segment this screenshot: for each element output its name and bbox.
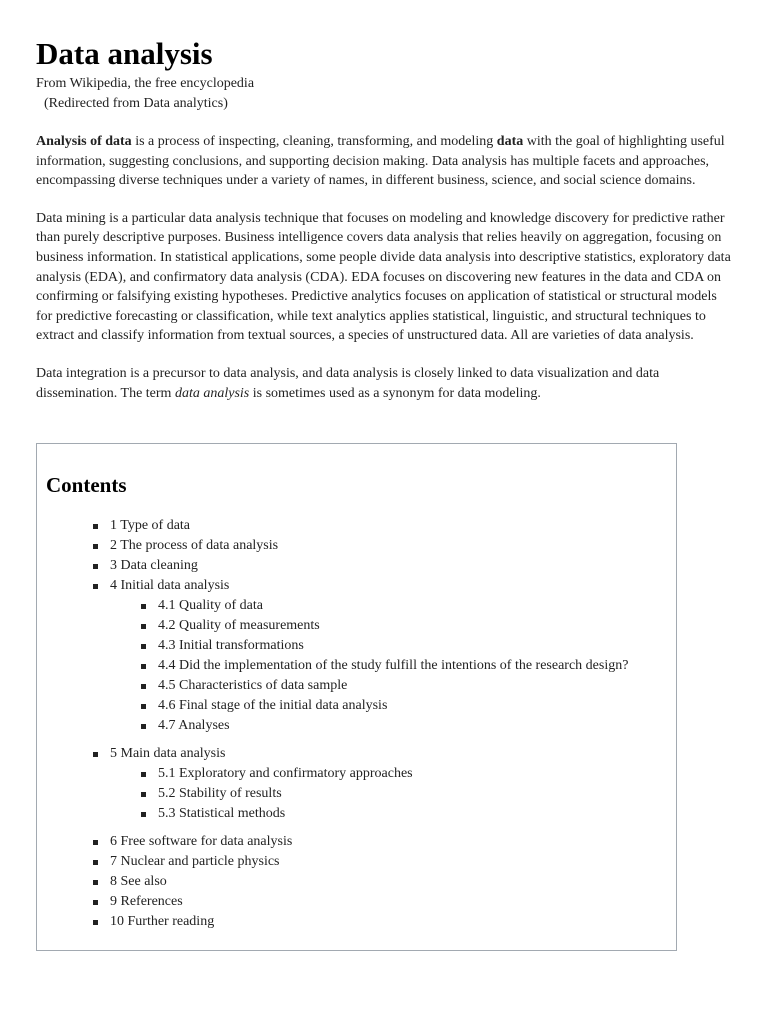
toc-item[interactable] [93,892,673,912]
toc-item[interactable] [93,832,673,852]
toc-item-label[interactable]: 5 Main data analysis [110,746,226,761]
toc-item-label[interactable]: 8 See also [110,874,167,889]
toc-subitem[interactable]: 4.7 Analyses [141,716,673,736]
page-title: Data analysis [36,36,213,71]
integration-text-1: Data integration is a precursor to data analysis, and data analysis is closely linked to data visualization and data dissemination. The term [36,365,660,401]
redirect-notice: (Redirected from Data analytics) [44,96,228,111]
toc-item-label[interactable]: 3 Data cleaning [110,558,198,573]
toc-sublist-wrapper [93,596,673,736]
integration-text-2: is sometimes used as a synonym for data modeling. [249,385,541,401]
toc-item-label[interactable]: 9 References [110,894,183,909]
table-of-contents [36,443,677,951]
data-mining-paragraph: Data mining is a particular data analysis technique that focuses on modeling and knowledge discovery for predictive rather than purely descriptive purposes. Business intelligence covers data analysis that relies heavily on aggregation, focusing on business information. In statistical applications, some people divide data analysis into descriptive statistics, exploratory data analysis (EDA), and confirmatory data analysis (CDA). EDA focuses on discovering new features in the data and CDA on confirming or falsifying existing hypotheses. Predictive analytics focuses on application of statistical or structural models for predictive forecasting or classification, while text analytics applies statistical, linguistic, and structural techniques to extract and classify information from textual sources, a species of unstructured data. All are varieties of data analysis. [36,210,731,344]
data-integration-paragraph [36,364,733,403]
toc-subitem[interactable]: 4.2 Quality of measurements [141,616,673,636]
toc-subitem[interactable]: 4.4 Did the implementation of the study fulfill the intentions of the research design? [141,656,673,676]
italic-term-data-analysis: data analysis [174,385,250,401]
toc-item[interactable] [93,872,673,892]
bold-term-data: data [496,134,524,149]
toc-item-label[interactable]: 6 Free software for data analysis [110,834,293,849]
intro-text-1: is a process of inspecting, cleaning, transforming, and modeling [131,134,497,149]
toc-item[interactable] [93,744,673,764]
toc-item[interactable] [93,576,673,596]
toc-subitem[interactable]: 4.5 Characteristics of data sample [141,676,673,696]
toc-title: Contents [46,473,127,497]
intro-paragraph [36,132,733,191]
toc-subitem[interactable]: 4.6 Final stage of the initial data analysis [141,696,673,716]
toc-item[interactable] [93,516,673,536]
toc-item[interactable] [93,912,673,932]
toc-item-label[interactable]: 2 The process of data analysis [110,538,279,553]
toc-item[interactable] [93,852,673,872]
toc-subitem[interactable]: 5.3 Statistical methods [141,804,673,824]
toc-item-label[interactable]: 10 Further reading [110,914,215,929]
toc-item-label[interactable]: 1 Type of data [110,518,191,533]
toc-sublist [141,596,673,736]
toc-subitem[interactable]: 5.2 Stability of results [141,784,673,804]
bold-term-analysis-of-data: Analysis of data [36,134,132,149]
toc-sublist-wrapper [93,764,673,824]
toc-item[interactable] [93,536,673,556]
toc-item-label[interactable]: 4 Initial data analysis [110,578,230,593]
toc-item[interactable] [93,556,673,576]
toc-subitem[interactable]: 4.1 Quality of data [141,596,673,616]
toc-subitem[interactable]: 5.1 Exploratory and confirmatory approaches [141,764,673,784]
toc-list [93,516,673,932]
toc-subitem[interactable]: 4.3 Initial transformations [141,636,673,656]
toc-item-label[interactable]: 7 Nuclear and particle physics [110,854,280,869]
intro-text-2: with the goal of highlighting useful information, suggesting conclusions, and supporting decision making. Data analysis has multiple facets and approaches, encompassing diverse techniques under a variety of names, in different business, science, and social science domains. [36,134,725,189]
site-tagline: From Wikipedia, the free encyclopedia [36,76,255,91]
toc-sublist [141,764,673,824]
